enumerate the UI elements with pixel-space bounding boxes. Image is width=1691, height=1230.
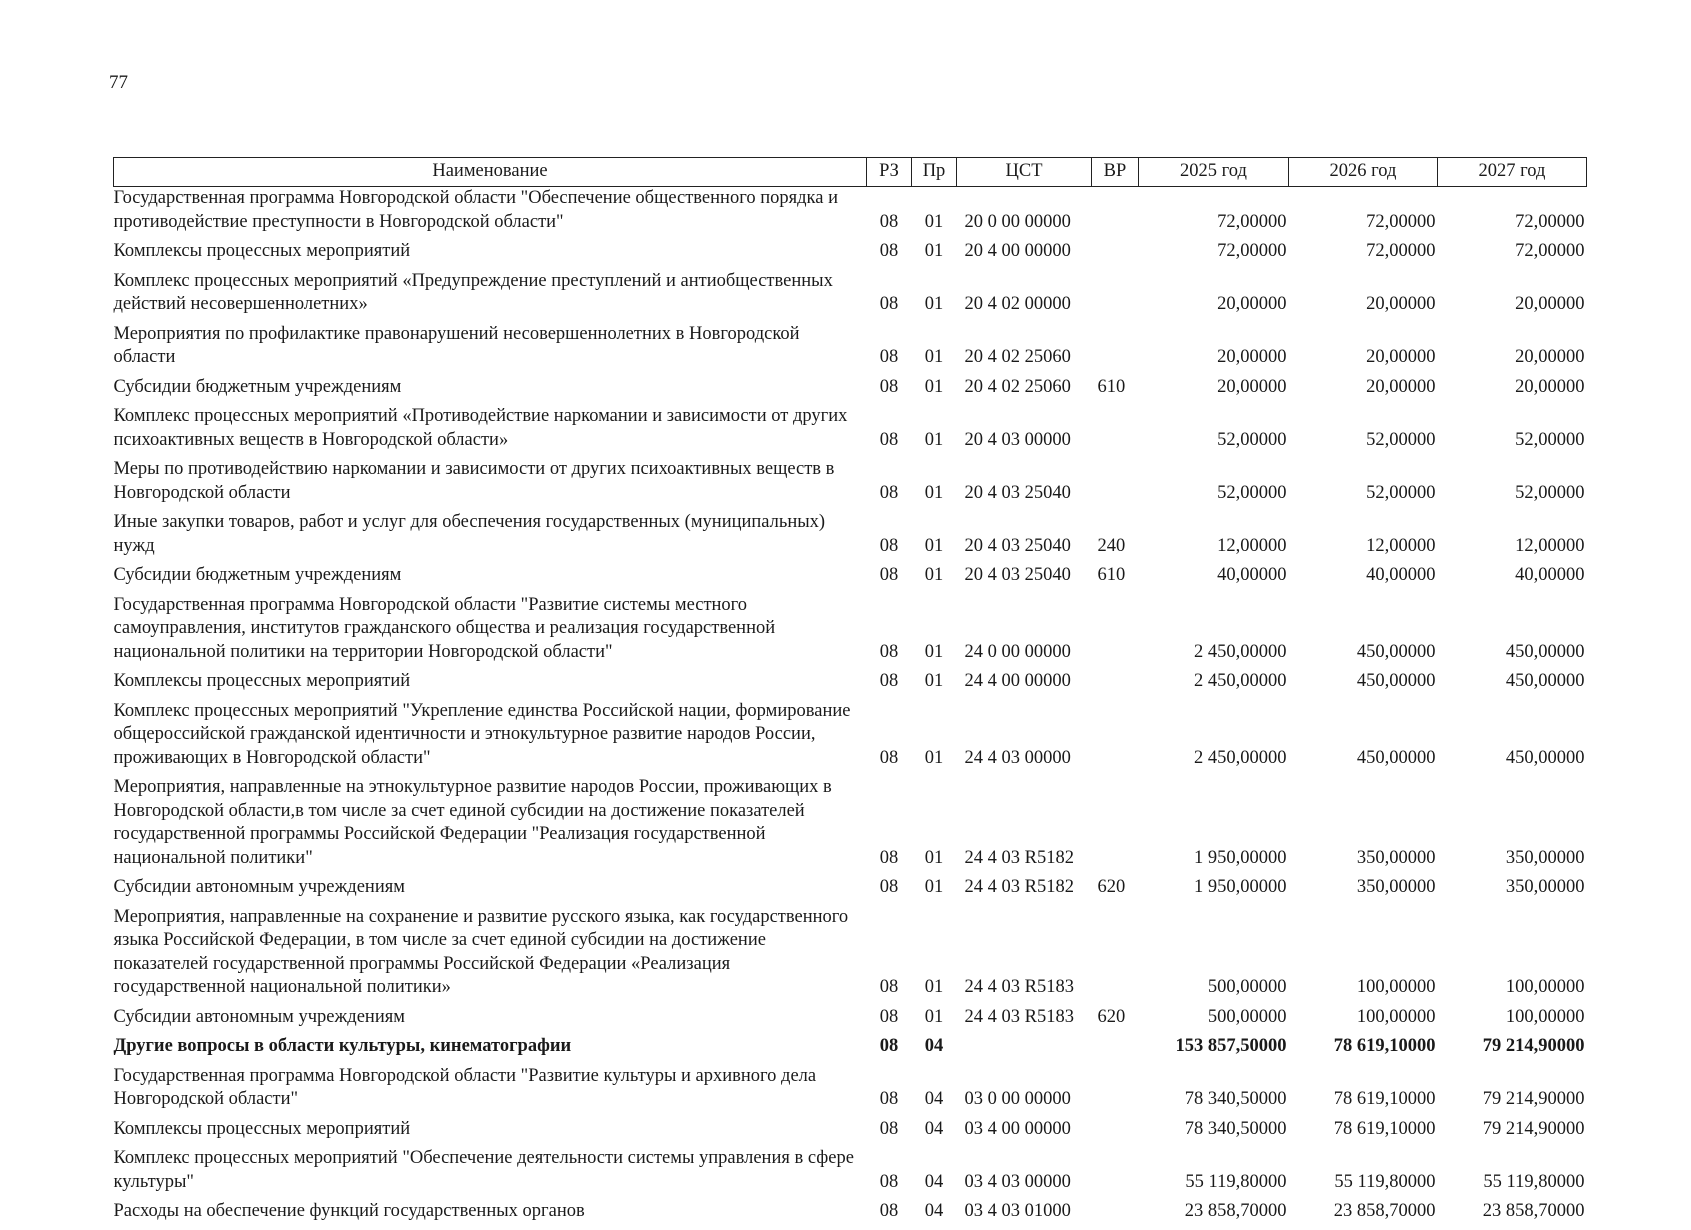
cell-2025: 72,00000 bbox=[1217, 241, 1287, 261]
cell-2026: 52,00000 bbox=[1366, 482, 1436, 503]
cell-2027: 79 214,90000 bbox=[1482, 1118, 1585, 1139]
header-2025: 2025 год bbox=[1139, 158, 1289, 187]
table-row bbox=[114, 187, 1587, 241]
cell-vr: 610 bbox=[1097, 376, 1126, 397]
cell-rz: 08 bbox=[879, 211, 899, 232]
table-row bbox=[114, 594, 1587, 671]
cell-2027: 350,00000 bbox=[1505, 847, 1585, 868]
cell-2025: 72,00000 bbox=[1217, 211, 1287, 232]
cell-2025: 55 119,80000 bbox=[1185, 1171, 1287, 1192]
cell-name: Государственная программа Новгородской области "Развитие системы местного самоуправления, институтов гражданского общества и реализация государственной национальной политики на территории Новгородской области" bbox=[113, 594, 776, 662]
table-header-row bbox=[114, 158, 1587, 187]
cell-pr: 01 bbox=[924, 211, 944, 232]
cell-rz: 08 bbox=[879, 1118, 899, 1139]
table-row bbox=[114, 1147, 1587, 1200]
cell-cst: 20 4 00 00000 bbox=[964, 241, 1071, 261]
table-body bbox=[114, 187, 1587, 1230]
cell-cst: 24 4 03 R5183 bbox=[964, 977, 1074, 997]
cell-cst: 24 4 00 00000 bbox=[964, 671, 1071, 691]
cell-vr bbox=[1092, 270, 1139, 323]
cell-vr bbox=[1092, 1200, 1139, 1230]
table-row bbox=[114, 670, 1587, 700]
cell-2026: 78 619,10000 bbox=[1333, 1089, 1436, 1109]
cell-pr: 01 bbox=[924, 429, 944, 450]
table-row bbox=[114, 700, 1587, 777]
cell-pr: 04 bbox=[924, 1118, 944, 1139]
cell-2025: 12,00000 bbox=[1217, 535, 1287, 556]
cell-name: Субсидии бюджетным учреждениям bbox=[113, 565, 402, 585]
table-row bbox=[114, 876, 1587, 906]
cell-2025: 153 857,50000 bbox=[1175, 1036, 1287, 1056]
table-row bbox=[114, 1200, 1587, 1230]
cell-cst: 24 4 03 00000 bbox=[964, 747, 1071, 768]
cell-pr: 01 bbox=[924, 241, 944, 261]
cell-2026: 23 858,70000 bbox=[1333, 1201, 1436, 1221]
cell-vr bbox=[1092, 1118, 1139, 1148]
cell-rz: 08 bbox=[879, 429, 899, 450]
cell-name: Субсидии автономным учреждениям bbox=[113, 877, 405, 897]
cell-name: Комплексы процессных мероприятий bbox=[113, 241, 411, 261]
cell-2027: 79 214,90000 bbox=[1482, 1036, 1585, 1056]
cell-2026: 72,00000 bbox=[1366, 211, 1436, 232]
page-number: 77 bbox=[109, 72, 128, 93]
cell-name: Комплекс процессных мероприятий "Укрепление единства Российской нации, формирование общероссийской гражданской идентичности и этнокультурное развитие народов России, проживающих в Новгородской области" bbox=[113, 700, 851, 768]
cell-vr: 620 bbox=[1097, 877, 1126, 897]
cell-2025: 20,00000 bbox=[1217, 294, 1287, 314]
cell-pr: 01 bbox=[924, 977, 944, 997]
cell-2026: 20,00000 bbox=[1366, 294, 1436, 314]
cell-2025: 1 950,00000 bbox=[1194, 847, 1287, 868]
cell-2025: 78 340,50000 bbox=[1184, 1089, 1287, 1109]
cell-2026: 55 119,80000 bbox=[1334, 1171, 1436, 1192]
cell-2027: 20,00000 bbox=[1515, 376, 1585, 397]
cell-2026: 52,00000 bbox=[1366, 429, 1436, 450]
cell-2027: 23 858,70000 bbox=[1482, 1201, 1585, 1221]
cell-cst: 03 0 00 00000 bbox=[964, 1089, 1071, 1109]
cell-cst: 03 4 03 00000 bbox=[964, 1171, 1071, 1192]
cell-2025: 2 450,00000 bbox=[1194, 641, 1287, 662]
cell-2027: 55 119,80000 bbox=[1483, 1171, 1585, 1192]
cell-vr bbox=[1092, 906, 1139, 1006]
cell-cst: 20 4 03 25040 bbox=[964, 565, 1071, 585]
cell-name: Мероприятия по профилактике правонарушений несовершеннолетних в Новгородской области bbox=[113, 323, 800, 367]
table-row bbox=[114, 511, 1587, 564]
cell-2027: 100,00000 bbox=[1505, 1006, 1585, 1027]
cell-2027: 450,00000 bbox=[1505, 671, 1585, 691]
cell-cst: 24 4 03 R5183 bbox=[964, 1006, 1074, 1027]
cell-2027: 72,00000 bbox=[1515, 241, 1585, 261]
cell-2027: 72,00000 bbox=[1515, 211, 1585, 232]
cell-rz: 08 bbox=[879, 641, 899, 662]
table-row bbox=[114, 1118, 1587, 1148]
cell-name: Комплексы процессных мероприятий bbox=[113, 1118, 411, 1139]
cell-vr: 240 bbox=[1097, 535, 1126, 556]
cell-rz: 08 bbox=[879, 482, 899, 503]
table-row bbox=[114, 458, 1587, 511]
cell-2026: 12,00000 bbox=[1366, 535, 1436, 556]
cell-pr: 04 bbox=[924, 1171, 944, 1192]
cell-2026: 450,00000 bbox=[1356, 747, 1436, 768]
cell-rz: 08 bbox=[879, 241, 899, 261]
cell-rz: 08 bbox=[879, 877, 899, 897]
cell-pr: 01 bbox=[924, 294, 944, 314]
cell-2026: 100,00000 bbox=[1356, 1006, 1436, 1027]
cell-vr bbox=[1092, 594, 1139, 671]
cell-rz: 08 bbox=[879, 1006, 899, 1027]
cell-cst: 24 0 00 00000 bbox=[964, 641, 1071, 662]
header-pr: Пр bbox=[912, 158, 957, 187]
cell-rz: 08 bbox=[879, 847, 899, 868]
cell-pr: 01 bbox=[924, 671, 944, 691]
cell-name: Комплекс процессных мероприятий «Противодействие наркомании и зависимости от других психоактивных веществ в Новгородской области» bbox=[113, 406, 848, 450]
cell-rz: 08 bbox=[879, 565, 899, 585]
cell-2027: 52,00000 bbox=[1515, 429, 1585, 450]
cell-cst bbox=[957, 1035, 1092, 1065]
cell-name: Мероприятия, направленные на этнокультурное развитие народов России, проживающих в Новгородской области,в том числе за счет единой субсидии на достижение показателей государственной программы Российской Федерации "Реализация государственной национальной политики" bbox=[113, 777, 832, 868]
cell-pr: 01 bbox=[924, 347, 944, 367]
cell-pr: 01 bbox=[924, 641, 944, 662]
table-row bbox=[114, 1035, 1587, 1065]
cell-pr: 01 bbox=[924, 376, 944, 397]
cell-2025: 500,00000 bbox=[1207, 977, 1287, 997]
cell-pr: 04 bbox=[924, 1201, 944, 1221]
table-row bbox=[114, 376, 1587, 406]
cell-name: Комплексы процессных мероприятий bbox=[113, 671, 411, 691]
cell-rz: 08 bbox=[879, 376, 899, 397]
cell-rz: 08 bbox=[879, 747, 899, 768]
cell-vr bbox=[1092, 405, 1139, 458]
cell-name: Субсидии автономным учреждениям bbox=[113, 1006, 405, 1027]
cell-pr: 01 bbox=[924, 1006, 944, 1027]
cell-2025: 52,00000 bbox=[1217, 482, 1287, 503]
budget-table bbox=[113, 157, 1587, 1230]
cell-cst: 24 4 03 R5182 bbox=[964, 877, 1074, 897]
cell-cst: 24 4 03 R5182 bbox=[964, 847, 1074, 868]
cell-vr bbox=[1092, 240, 1139, 270]
cell-2027: 79 214,90000 bbox=[1482, 1089, 1585, 1109]
table-row bbox=[114, 270, 1587, 323]
cell-vr bbox=[1092, 1065, 1139, 1118]
cell-2026: 78 619,10000 bbox=[1333, 1036, 1436, 1056]
cell-vr bbox=[1092, 670, 1139, 700]
cell-pr: 01 bbox=[924, 847, 944, 868]
header-rz: РЗ bbox=[867, 158, 912, 187]
cell-cst: 20 4 02 25060 bbox=[964, 347, 1071, 367]
cell-2025: 1 950,00000 bbox=[1194, 877, 1287, 897]
cell-name: Другие вопросы в области культуры, кинематографии bbox=[113, 1036, 572, 1056]
cell-cst: 20 4 02 25060 bbox=[964, 376, 1071, 397]
cell-pr: 01 bbox=[924, 565, 944, 585]
cell-rz: 08 bbox=[879, 1201, 899, 1221]
cell-rz: 08 bbox=[879, 1036, 899, 1056]
cell-2027: 450,00000 bbox=[1505, 641, 1585, 662]
table-row bbox=[114, 323, 1587, 376]
cell-pr: 01 bbox=[924, 535, 944, 556]
cell-name: Расходы на обеспечение функций государственных органов bbox=[113, 1201, 585, 1221]
cell-2026: 450,00000 bbox=[1356, 641, 1436, 662]
cell-2025: 2 450,00000 bbox=[1194, 671, 1287, 691]
cell-2025: 500,00000 bbox=[1207, 1006, 1287, 1027]
cell-2025: 23 858,70000 bbox=[1184, 1201, 1287, 1221]
cell-2027: 40,00000 bbox=[1515, 565, 1585, 585]
cell-cst: 20 4 03 25040 bbox=[964, 482, 1071, 503]
cell-2025: 40,00000 bbox=[1217, 565, 1287, 585]
cell-rz: 08 bbox=[879, 535, 899, 556]
cell-rz: 08 bbox=[879, 347, 899, 367]
cell-2027: 450,00000 bbox=[1505, 747, 1585, 768]
cell-rz: 08 bbox=[879, 977, 899, 997]
table-row bbox=[114, 564, 1587, 594]
header-name: Наименование bbox=[114, 158, 867, 187]
cell-2026: 40,00000 bbox=[1366, 565, 1436, 585]
cell-rz: 08 bbox=[879, 1089, 899, 1109]
cell-pr: 04 bbox=[924, 1089, 944, 1109]
cell-vr bbox=[1092, 323, 1139, 376]
table-row bbox=[114, 906, 1587, 1006]
table-row bbox=[114, 405, 1587, 458]
cell-2027: 350,00000 bbox=[1505, 877, 1585, 897]
cell-vr bbox=[1092, 1147, 1139, 1200]
cell-2025: 20,00000 bbox=[1217, 347, 1287, 367]
cell-2025: 52,00000 bbox=[1217, 429, 1287, 450]
cell-name: Мероприятия, направленные на сохранение и развитие русского языка, как государственного языка Российской Федерации, в том числе за счет единой субсидии на достижение показателей государственной программы Российской Федерации «Реализация государственной национальной политики» bbox=[113, 906, 849, 997]
cell-2026: 350,00000 bbox=[1356, 877, 1436, 897]
table-row bbox=[114, 776, 1587, 876]
cell-rz: 08 bbox=[879, 294, 899, 314]
cell-cst: 20 0 00 00000 bbox=[964, 211, 1071, 232]
cell-2025: 2 450,00000 bbox=[1194, 747, 1287, 768]
cell-rz: 08 bbox=[879, 671, 899, 691]
cell-2027: 20,00000 bbox=[1515, 294, 1585, 314]
cell-name: Комплекс процессных мероприятий "Обеспечение деятельности системы управления в сфере культуры" bbox=[113, 1148, 854, 1192]
cell-2027: 20,00000 bbox=[1515, 347, 1585, 367]
cell-vr bbox=[1092, 458, 1139, 511]
table-row bbox=[114, 1006, 1587, 1036]
cell-vr: 620 bbox=[1097, 1006, 1126, 1027]
header-vr: ВР bbox=[1092, 158, 1139, 187]
cell-2027: 52,00000 bbox=[1515, 482, 1585, 503]
cell-name: Субсидии бюджетным учреждениям bbox=[113, 376, 402, 397]
cell-2026: 20,00000 bbox=[1366, 376, 1436, 397]
cell-2026: 20,00000 bbox=[1366, 347, 1436, 367]
cell-name: Комплекс процессных мероприятий «Предупреждение преступлений и антиобщественных действий несовершеннолетних» bbox=[113, 270, 833, 314]
cell-pr: 01 bbox=[924, 482, 944, 503]
cell-2025: 20,00000 bbox=[1217, 376, 1287, 397]
cell-pr: 01 bbox=[924, 747, 944, 768]
cell-name: Государственная программа Новгородской области "Обеспечение общественного порядка и противодействие преступности в Новгородской области" bbox=[113, 188, 838, 232]
cell-vr bbox=[1092, 1035, 1139, 1065]
cell-2026: 100,00000 bbox=[1356, 977, 1436, 997]
cell-vr bbox=[1092, 187, 1139, 241]
cell-2025: 78 340,50000 bbox=[1184, 1118, 1287, 1139]
cell-cst: 20 4 02 00000 bbox=[964, 294, 1071, 314]
header-cst: ЦСТ bbox=[957, 158, 1092, 187]
table-row bbox=[114, 1065, 1587, 1118]
cell-vr bbox=[1092, 700, 1139, 777]
cell-cst: 20 4 03 00000 bbox=[964, 429, 1071, 450]
cell-vr: 610 bbox=[1097, 565, 1126, 585]
cell-name: Государственная программа Новгородской области "Развитие культуры и архивного дела Новгородской области" bbox=[113, 1065, 817, 1109]
cell-rz: 08 bbox=[879, 1171, 899, 1192]
cell-2026: 350,00000 bbox=[1356, 847, 1436, 868]
cell-pr: 04 bbox=[924, 1036, 944, 1056]
cell-cst: 03 4 00 00000 bbox=[964, 1118, 1071, 1139]
cell-2026: 450,00000 bbox=[1356, 671, 1436, 691]
cell-cst: 03 4 03 01000 bbox=[964, 1201, 1071, 1221]
cell-2026: 72,00000 bbox=[1366, 241, 1436, 261]
cell-name: Меры по противодействию наркомании и зависимости от других психоактивных веществ в Новгородской области bbox=[113, 459, 835, 503]
cell-2027: 100,00000 bbox=[1505, 977, 1585, 997]
table-row bbox=[114, 240, 1587, 270]
cell-cst: 20 4 03 25040 bbox=[964, 535, 1071, 556]
cell-2027: 12,00000 bbox=[1515, 535, 1585, 556]
cell-2026: 78 619,10000 bbox=[1333, 1118, 1436, 1139]
header-2027: 2027 год bbox=[1438, 158, 1587, 187]
cell-vr bbox=[1092, 776, 1139, 876]
cell-pr: 01 bbox=[924, 877, 944, 897]
cell-name: Иные закупки товаров, работ и услуг для обеспечения государственных (муниципальных) нужд bbox=[113, 512, 826, 556]
header-2026: 2026 год bbox=[1289, 158, 1438, 187]
